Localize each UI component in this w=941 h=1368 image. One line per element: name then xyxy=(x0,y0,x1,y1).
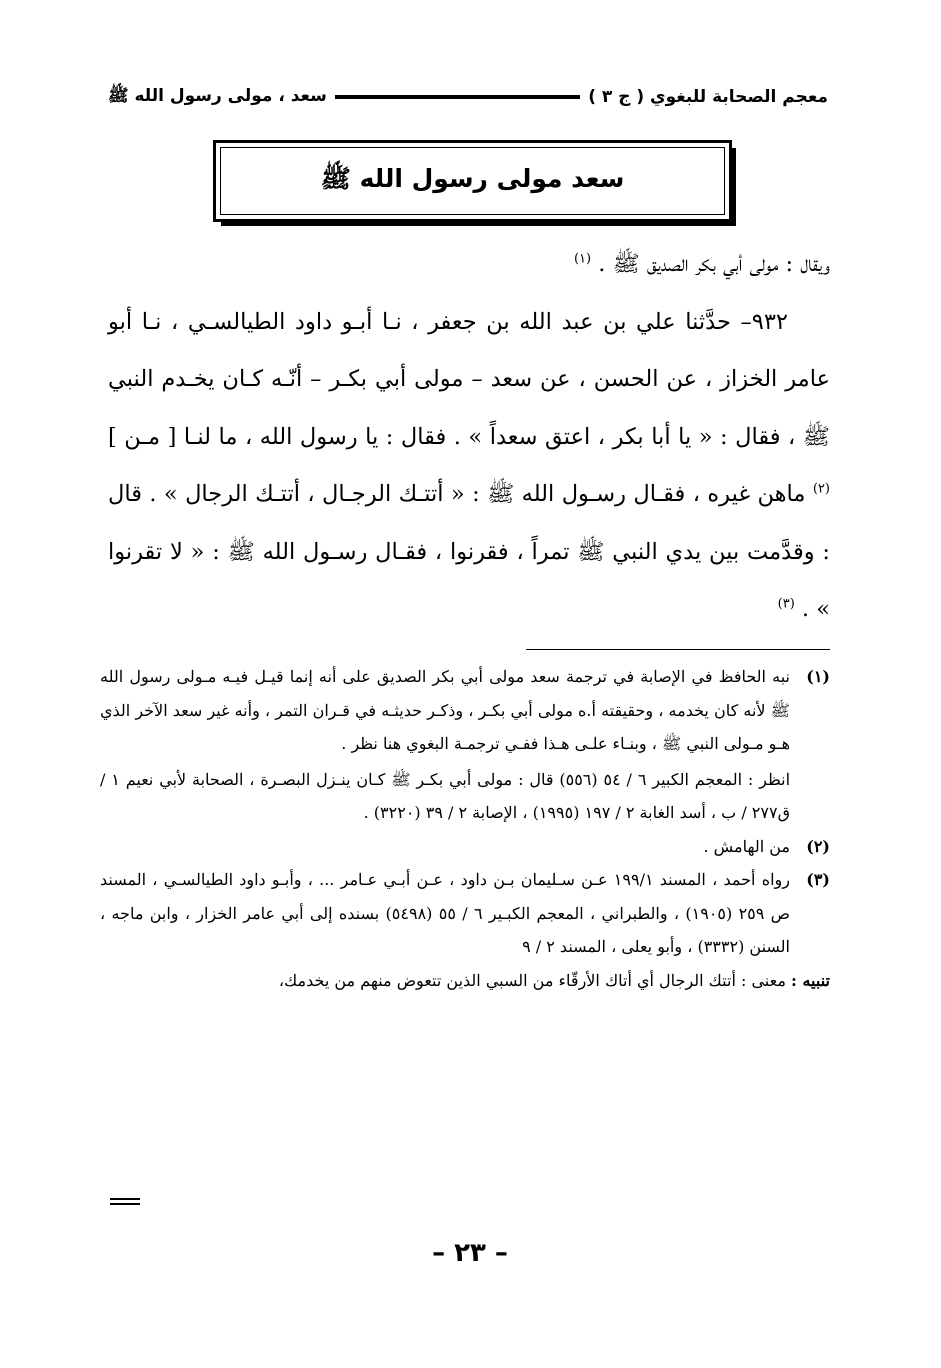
footnote-3 xyxy=(100,863,830,964)
title-box-inner-border xyxy=(220,147,725,215)
footnote-number: (١) xyxy=(806,667,830,686)
footnote-text: نبه الحافظ في الإصابة في ترجمة سعد مولى أبي بكر الصديق على أنه إنما قيـل فيـه مـولى رسول الله ﷺ لأنه كان يخدمه ، وحقيقته أ.ه مولى أبي بكـر ، وذكـر حديثـه في قـران التمر ، وأنه غير سعد الآخر الذي هـو مـولى النبي ﷺ ، وبنـاء علـى هـذا ففـي ترجمـة البغوي هنا نظر . xyxy=(100,667,790,753)
page-number: – ٢٣ – xyxy=(432,1238,508,1268)
tanbih-text: معنى : أتتك الرجال أي أتاك الأرقّاء من السبي الذين تتعوض منهم من يخدمك، xyxy=(278,970,786,990)
chapter-title: سعد مولى رسول الله ﷺ xyxy=(320,163,625,193)
footnotes xyxy=(100,660,830,997)
footnote-divider xyxy=(526,649,830,650)
intro-text: ويقال : مولى أبي بكر الصديق ﷺ . xyxy=(598,251,830,277)
footnote-text: من الهامش . xyxy=(703,836,790,856)
header-section-title: سعد ، مولى رسول الله ﷺ xyxy=(108,85,327,106)
footnote-ref-2: (٢) xyxy=(812,481,830,497)
main-text xyxy=(108,236,830,639)
intro-line xyxy=(108,236,830,294)
header-rule xyxy=(335,95,580,99)
continuation-marker xyxy=(110,1198,140,1206)
footnote-ref-3: (٣) xyxy=(777,596,795,612)
running-header xyxy=(108,82,828,112)
footnote-1-continuation: انظر : المعجم الكبير ٦ / ٥٤ (٥٥٦) قال : مولى أبي بكـر ﷺ كـان ينـزل البصـرة ، الصحابة لأبي نعيم ١ / ق٢٧٧ / ب ، أسد الغابة ٢ / ١٩٧ (١٩٩٥) ، الإصابة ٢ / ٣٩ (٣٢٢٠) . xyxy=(100,769,791,822)
chapter-title-box xyxy=(213,140,732,222)
hadith-paragraph xyxy=(108,294,830,639)
footnote-2 xyxy=(100,830,830,864)
tanbih-note xyxy=(100,964,830,998)
footnote-number: (٣) xyxy=(806,870,830,889)
footnote-text: رواه أحمد ، المسند ١٩٩/١ عـن سـليمان بـن داود ، عـن أبـي عـامر ... ، وأبـو داود الطيالسـي ، المسند ص ٢٥٩ (١٩٠٥) ، والطبراني ، المعجم الكبـير ٦ / ٥٥ (٥٤٩٨) بسنده إلى أبي عامر الخزار ، وابن ماجه ، السنن (٣٣٣٢) ، وأبو يعلى ، المسند ٢ / ٩ xyxy=(100,870,791,956)
footnote-ref-1: (١) xyxy=(573,251,592,267)
hadith-text-part1: ٩٣٢– حدَّثنا علي بن عبد الله بن جعفر ، نـا أبـو داود الطيالسـي ، نـا أبو عامر الخزاز ، عن الحسن ، عن سعد – مولى أبي بكـر – أنّـه كـان يخـدم النبي ﷺ ، فقال : « يا أبا بكر ، اعتق سعداً » . فقال : يا رسول الله ، ما لنـا [ مـن ] xyxy=(108,308,830,450)
hadith-text-part2: ماهن غيره ، فقـال رسـول الله ﷺ : « أتتـك الرجـال ، أتتـك الرجال » . قال : وقدَّمت بين يدي النبي ﷺ تمراً ، فقرنوا ، فقـال رسـول الله ﷺ : « لا تقرنوا » . xyxy=(108,481,830,622)
footnote-1 xyxy=(100,660,830,761)
header-book-title: معجم الصحابة للبغوي ( ج ٣ ) xyxy=(588,87,828,107)
footnote-number: (٢) xyxy=(806,836,830,856)
tanbih-label: تنبيه : xyxy=(791,970,830,990)
